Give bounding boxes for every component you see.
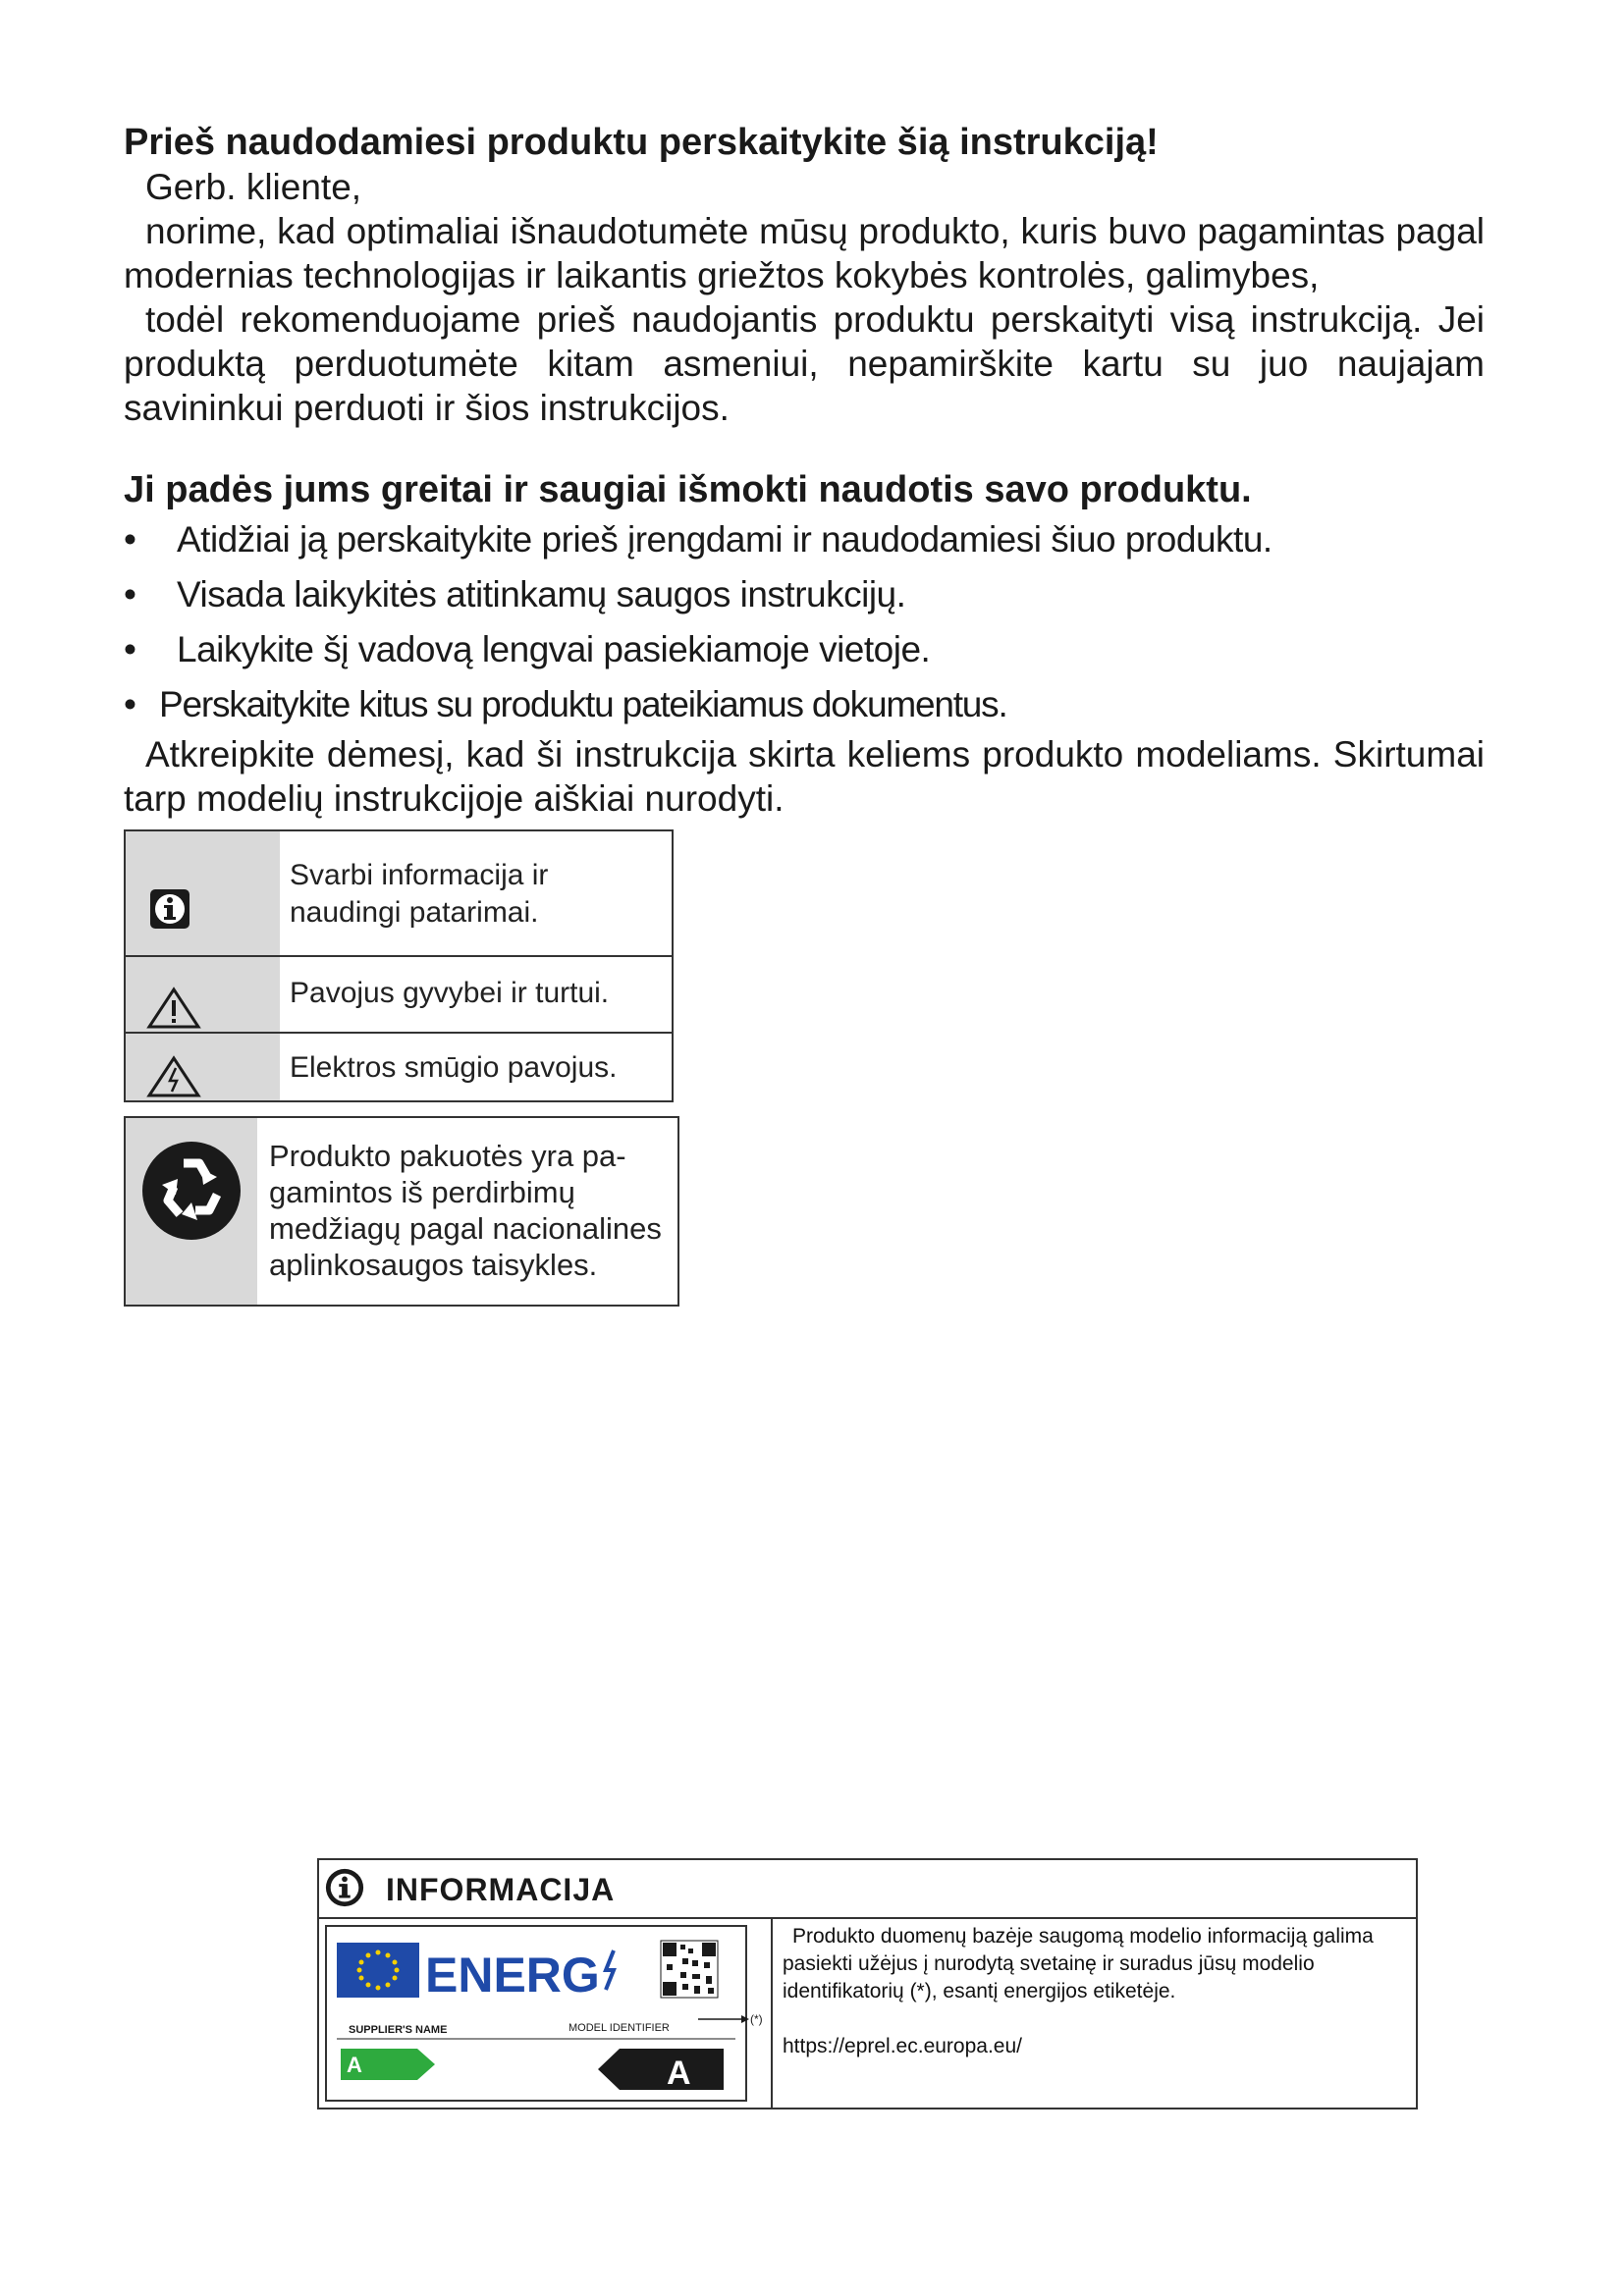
symbol-text: Elektros smūgio pavojus. xyxy=(290,1051,618,1084)
symbol-text: Svarbi informacija ir naudingi patarimai. xyxy=(290,859,549,929)
electric-shock-icon xyxy=(146,1055,201,1098)
information-description: Produkto duomenų bazėje saugomą modelio informaciją galima pasiekti užėjus į nurodytą svetainę ir suradus jūsų modelio identifikatorių (*), esantį energijos etiketėje. xyxy=(783,1925,1374,2002)
class-left-text: A xyxy=(347,2053,362,2077)
recycle-icon xyxy=(140,1140,243,1242)
symbol-icon-cell xyxy=(126,1034,280,1100)
recycle-text: Produkto pakuotės yra pa- gamintos iš perdirbimų medžiagų pagal nacionalines aplinkosaugos taisykles. xyxy=(269,1139,662,1282)
information-text-cell xyxy=(773,1919,1416,2108)
model-identifier-text: MODEL IDENTIFIER xyxy=(568,2022,670,2034)
models-note: Atkreipkite dėmesį, kad ši instrukcija skirta keliems produkto modeliams. Skirtumai tarp modelių instrukcijoje aiškiai nurodyti. xyxy=(124,734,1485,819)
intro-paragraph-2: todėl rekomenduojame prieš naudojantis produktu perskaityti visą instrukciją. Jei produktą perduotumėte kitam asmeniui, nepamirškite kartu su juo naujajam savininkui perduoti ir šios instrukcijos. xyxy=(124,299,1485,428)
bullet-item: • Atidžiai ją perskaitykite prieš įrengdami ir naudodamiesi šiuo produktu. xyxy=(124,519,1272,560)
greeting: Gerb. kliente, xyxy=(145,167,362,207)
warning-icon xyxy=(146,987,201,1030)
symbol-icon-cell xyxy=(126,957,280,1032)
bullet-item: • Laikykite šį vadovą lengvai pasiekiamoje vietoje. xyxy=(124,629,931,669)
symbol-text: Pavojus gyvybei ir turtui. xyxy=(290,977,610,1009)
energy-label-illustration xyxy=(325,1925,747,2102)
information-box xyxy=(317,1858,1418,2109)
eu-flag-icon xyxy=(337,1943,419,1998)
energy-logo-text: ENERG xyxy=(425,1948,600,2002)
information-header xyxy=(319,1860,1416,1919)
info-icon xyxy=(148,887,191,931)
asterisk-marker: (*) xyxy=(750,2012,763,2026)
help-heading: Ji padės jums greitai ir saugiai išmokti naudotis savo produktu. xyxy=(124,469,1252,510)
class-right-text: A xyxy=(667,2055,691,2092)
recycle-note-box xyxy=(124,1116,679,1307)
symbol-icon-cell xyxy=(126,831,280,955)
energy-label-cell xyxy=(319,1919,773,2108)
symbol-legend-table xyxy=(124,829,674,1102)
symbol-row-warning xyxy=(126,957,672,1034)
document-page xyxy=(124,120,1485,821)
intro-paragraph-1: norime, kad optimaliai išnaudotumėte mūsų produkto, kuris buvo pagamintas pagal modernias technologijas ir laikantis griežtos kokybės kontrolės, galimybes, xyxy=(124,211,1485,295)
information-title: INFORMACIJA xyxy=(386,1872,616,1907)
symbol-row-info xyxy=(126,831,672,957)
recycle-icon-cell xyxy=(126,1118,257,1305)
intro-heading: Prieš naudodamiesi produktu perskaitykite šią instrukciją! xyxy=(124,122,1159,163)
class-arrow-black xyxy=(598,2049,724,2090)
supplier-name-text: SUPPLIER'S NAME xyxy=(349,2024,448,2036)
lightning-icon xyxy=(606,1950,614,1990)
model-arrow xyxy=(698,2009,767,2029)
bullet-item: • Perskaitykite kitus su produktu pateikiamus dokumentus. xyxy=(124,684,1007,724)
info-icon xyxy=(324,1867,365,1908)
help-bullet-list xyxy=(124,512,1485,732)
information-body xyxy=(319,1919,1416,2108)
bullet-item: • Visada laikykitės atitinkamų saugos instrukcijų. xyxy=(124,574,906,614)
qr-code-icon xyxy=(661,1941,718,1998)
symbol-row-electric xyxy=(126,1034,672,1100)
eprel-link[interactable]: https://eprel.ec.europa.eu/ xyxy=(783,2035,1022,2057)
